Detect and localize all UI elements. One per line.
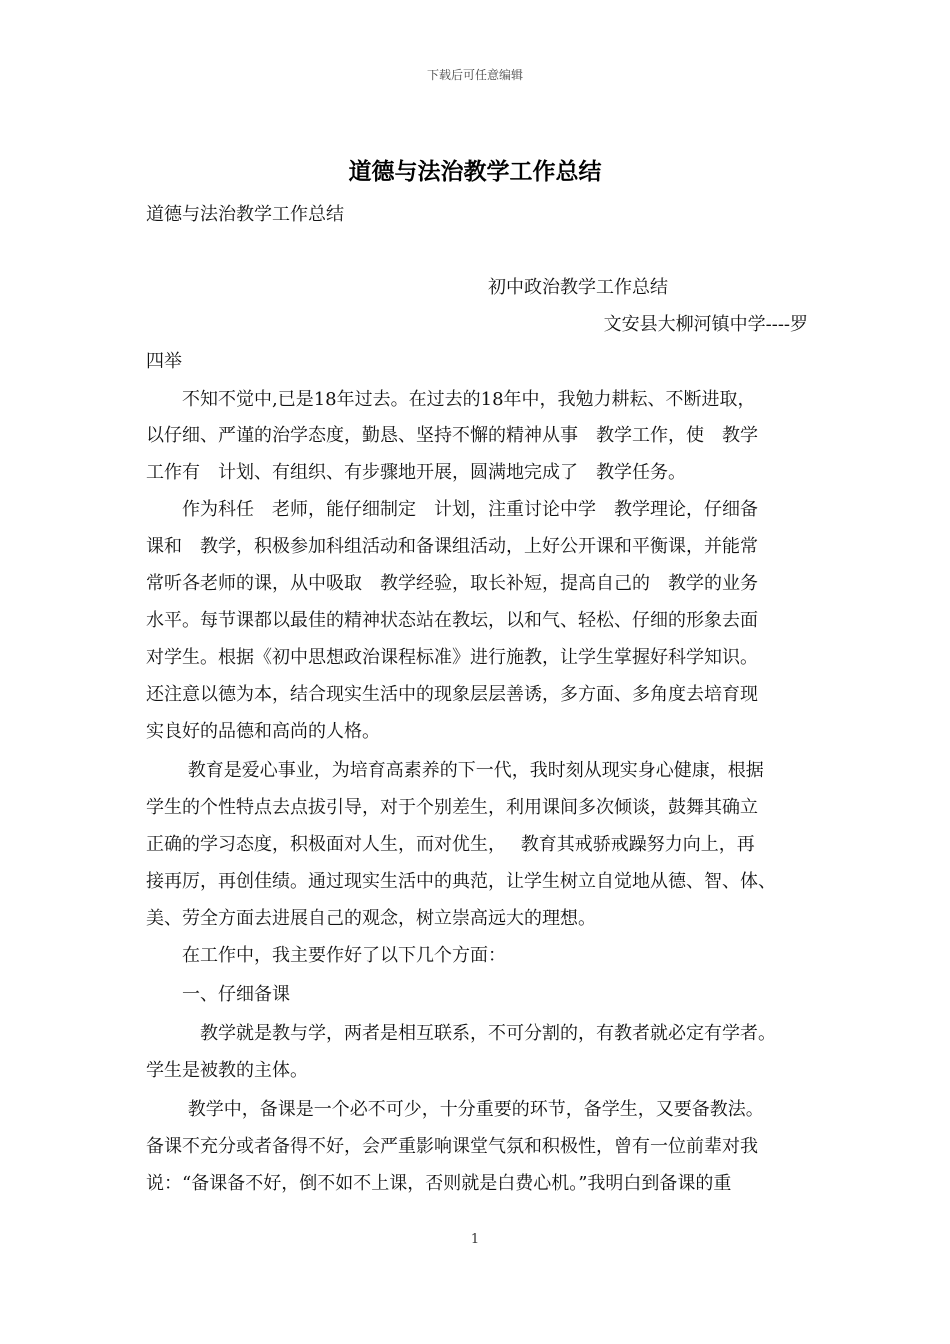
body-line: 实良好的品德和高尚的人格。 <box>146 721 380 742</box>
body-line: 课和 教学，积极参加科组活动和备课组活动，上好公开课和平衡课，并能常 <box>146 536 758 557</box>
body-line: 教学就是教与学，两者是相互联系，不可分割的，有教者就必定有学者。 <box>146 1023 776 1044</box>
page-header: 下载后可任意编辑 <box>426 68 523 82</box>
page-number: 1 <box>470 1232 480 1247</box>
body-line: 对学生。根据《初中思想政治课程标准》进行施教，让学生掌握好科学知识。 <box>146 647 758 668</box>
body-line: 教学中，备课是一个必不可少，十分重要的环节，备学生，又要备教法。 <box>146 1099 764 1120</box>
body-line: 作为科任 老师，能仔细制定 计划，注重讨论中学 教学理论，仔细备 <box>146 499 758 520</box>
body-line: 学生的个性特点去点拔引导，对于个别差生，利用课间多次倾谈，鼓舞其确立 <box>146 797 758 818</box>
body-line: 不知不觉中,已是18年过去。在过去的18年中，我勉力耕耘、不断进取， <box>146 389 756 410</box>
body-line: 备课不充分或者备得不好，会严重影响课堂气氛和积极性，曾有一位前辈对我 <box>146 1136 758 1157</box>
body-line: 还注意以德为本，结合现实生活中的现象层层善诱，多方面、多角度去培育现 <box>146 684 758 705</box>
document-title: 道德与法治教学工作总结 <box>348 158 602 185</box>
document-subtitle: 道德与法治教学工作总结 <box>146 204 344 225</box>
section-heading: 初中政治教学工作总结 <box>488 277 668 298</box>
body-line: 美、劳全方面去进展自己的观念，树立崇高远大的理想。 <box>146 908 596 929</box>
body-line: 学生是被教的主体。 <box>146 1060 308 1081</box>
author-line-continued: 四举 <box>146 351 182 372</box>
body-line: 以仔细、严谨的治学态度，勤恳、坚持不懈的精神从事 教学工作，使 教学 <box>146 425 758 446</box>
author-line: 文安县大柳河镇中学----罗 <box>603 314 808 335</box>
body-line: 在工作中，我主要作好了以下几个方面： <box>146 945 506 966</box>
body-line: 正确的学习态度，积极面对人生，而对优生， 教育其戒骄戒躁努力向上，再 <box>146 834 755 855</box>
body-line: 常听各老师的课，从中吸取 教学经验，取长补短，提高自己的 教学的业务 <box>146 573 758 594</box>
body-line: 说：“备课备不好，倒不如不上课，否则就是白费心机。”我明白到备课的重 <box>146 1173 732 1194</box>
body-line: 水平。每节课都以最佳的精神状态站在教坛，以和气、轻松、仔细的形象去面 <box>146 610 758 631</box>
body-line: 教育是爱心事业，为培育高素养的下一代，我时刻从现实身心健康，根据 <box>146 760 764 781</box>
body-line: 工作有 计划、有组织、有步骤地开展，圆满地完成了 教学任务。 <box>146 462 686 483</box>
body-line: 接再厉，再创佳绩。通过现实生活中的典范，让学生树立自觉地从德、智、体、 <box>146 871 776 892</box>
body-line: 一、仔细备课 <box>146 984 290 1005</box>
